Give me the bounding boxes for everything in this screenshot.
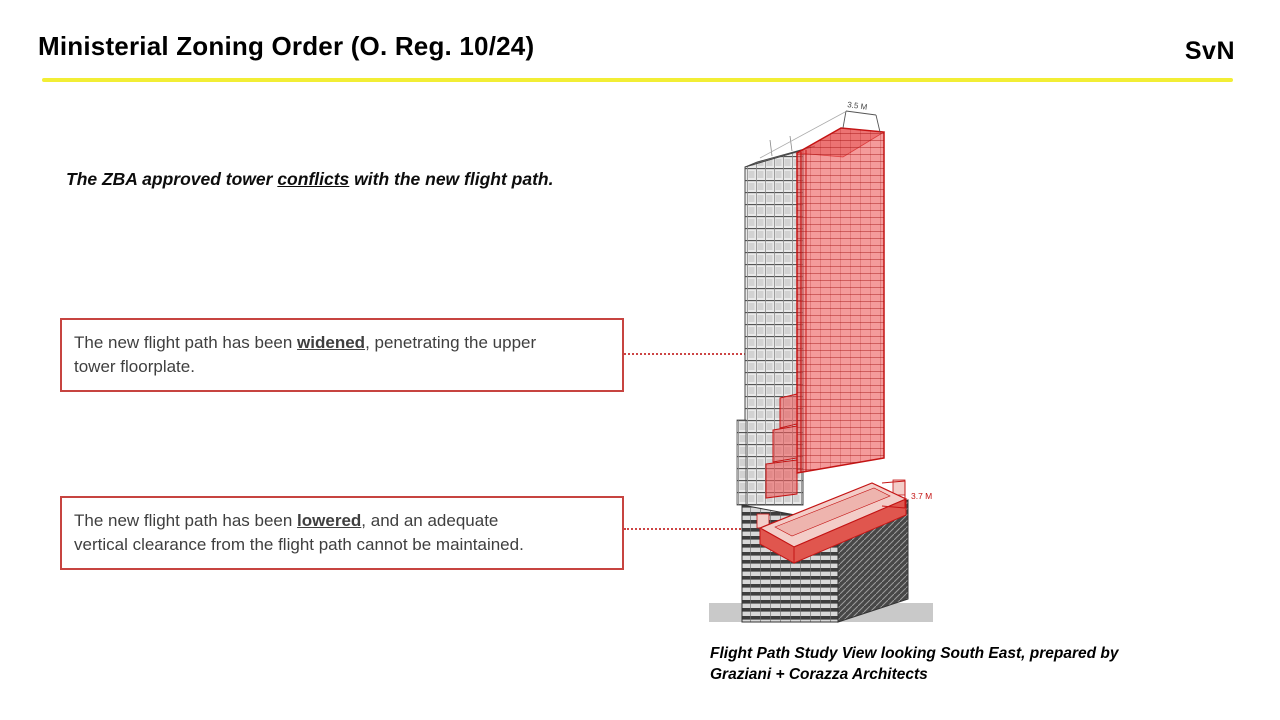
callout-keyword: lowered xyxy=(297,511,362,530)
brand-logo: SvN xyxy=(1184,37,1235,65)
callout-text: The new flight path has been xyxy=(74,511,298,530)
dimension-top xyxy=(843,100,880,132)
dimension-side-label: 3.7 M xyxy=(911,491,933,501)
callout-line: vertical clearance from the flight path cannot be maintained. xyxy=(74,535,524,554)
figure-caption-line1: Flight Path Study View looking South East, prepared by xyxy=(710,645,1119,662)
thesis-text-after: with the new flight path. xyxy=(349,169,554,189)
figure-caption-line2: Graziani + Corazza Architects xyxy=(710,666,928,683)
callout-line xyxy=(74,509,610,533)
callout-text: The new flight path has been xyxy=(74,333,298,352)
thesis-statement xyxy=(66,169,553,190)
accent-rule xyxy=(42,78,1233,82)
page-title: Ministerial Zoning Order (O. Reg. 10/24) xyxy=(38,31,535,61)
thesis-keyword: conflicts xyxy=(277,169,350,189)
flight-path-study-rendering xyxy=(695,95,965,635)
callout-line xyxy=(74,331,610,355)
callout-keyword: widened xyxy=(297,333,366,352)
thesis-text-before: The ZBA approved tower xyxy=(66,169,278,189)
callout-box-lowered xyxy=(60,496,624,570)
callout-box-widened xyxy=(60,318,624,392)
figure-caption xyxy=(710,643,1160,685)
callout-text: , penetrating the upper xyxy=(365,333,537,352)
callout-text: , and an adequate xyxy=(361,511,499,530)
callout-line: tower floorplate. xyxy=(74,357,195,376)
dimension-top-label: 3.5 M xyxy=(846,100,868,112)
